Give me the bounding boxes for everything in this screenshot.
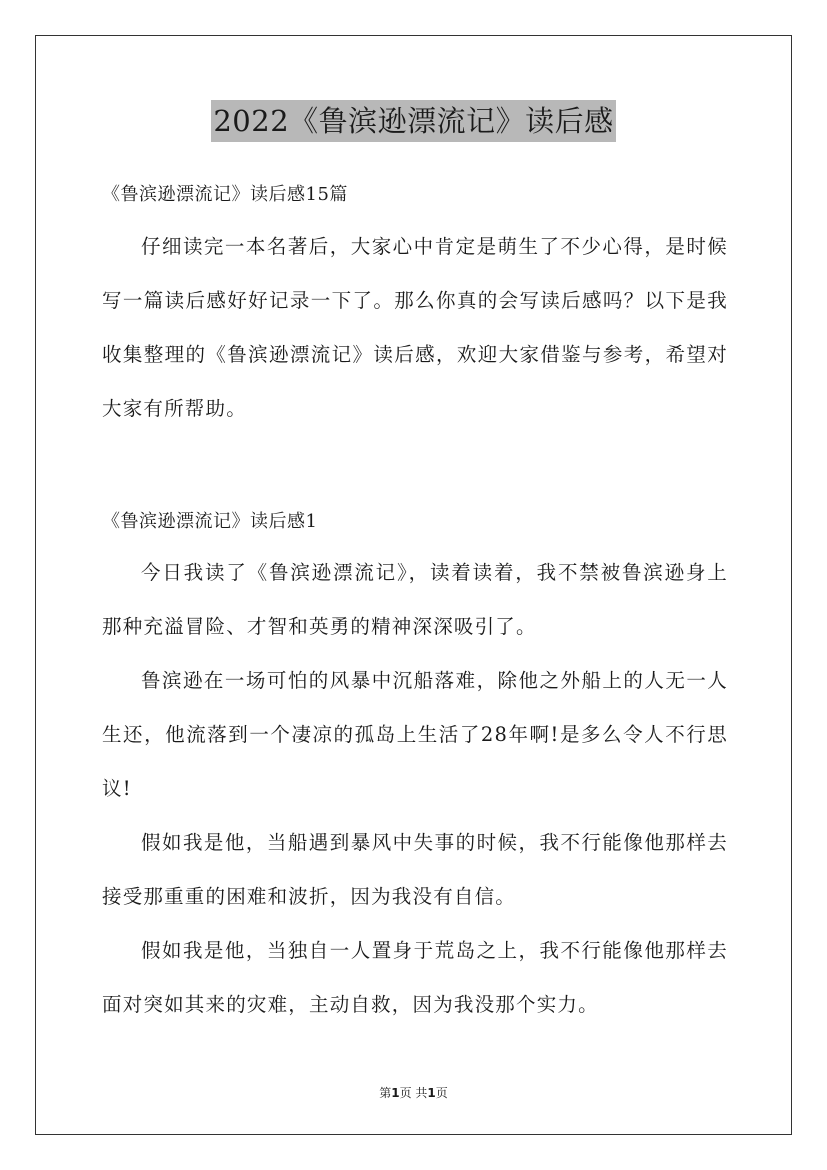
document-title: 2022《鲁滨逊漂流记》读后感 [211,100,615,142]
document-subtitle: 《鲁滨逊漂流记》读后感15篇 [102,184,348,205]
body-paragraph: 假如我是他，当独自一人置身于荒岛之上，我不行能像他那样去面对突如其来的灾难，主动自救，因为我没那个实力。 [102,939,728,1016]
body-paragraph: 假如我是他，当船遇到暴风中失事的时候，我不行能像他那样去接受那重重的困难和波折，因为我没有自信。 [102,831,728,908]
footer-suffix: 页 [435,1086,448,1100]
footer-mid: 页 共 [399,1086,428,1100]
footer-page-total: 1 [427,1086,436,1100]
intro-paragraph: 仔细读完一本名著后，大家心中肯定是萌生了不少心得，是时候写一篇读后感好好记录一下了。那么你真的会写读后感吗？以下是我收集整理的《鲁滨逊漂流记》读后感，欢迎大家借鉴与参考，希望对大家有所帮助。 [102,235,728,420]
section-heading: 《鲁滨逊漂流记》读后感1 [102,511,318,532]
body-paragraph: 今日我读了《鲁滨逊漂流记》，读着读着，我不禁被鲁滨逊身上那种充溢冒险、才智和英勇的精神深深吸引了。 [102,561,728,638]
footer-page-number: 1 [391,1086,400,1100]
body-paragraph: 鲁滨逊在一场可怕的风暴中沉船落难，除他之外船上的人无一人生还，他流落到一个凄凉的孤岛上生活了28年啊!是多么令人不行思议! [102,669,728,800]
title-container [0,100,827,142]
intro-block [102,220,728,436]
footer-prefix: 第 [379,1086,392,1100]
body-block [102,546,728,1032]
page-footer [0,1084,827,1101]
